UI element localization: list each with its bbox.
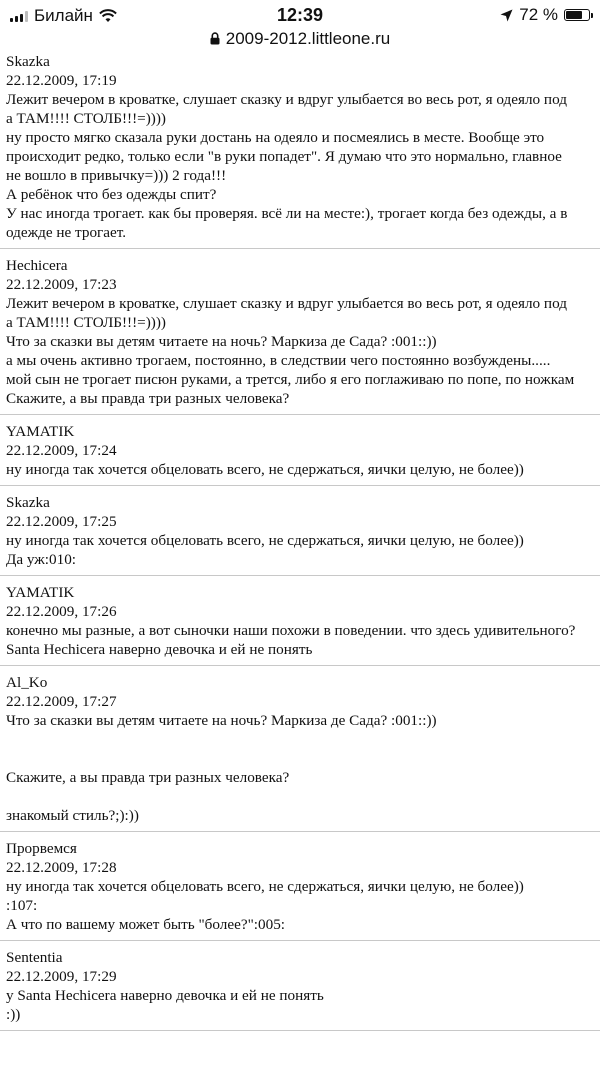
post-text-line: А что по вашему может быть "более?":005:: [6, 916, 286, 933]
post-author[interactable]: Sententia: [6, 949, 63, 966]
location-arrow-icon: [500, 9, 513, 22]
post-text-line: а ТАМ!!!! СТОЛБ!!!=)))): [6, 314, 166, 331]
post-text-line: [6, 787, 600, 806]
post-author[interactable]: YAMATIK: [6, 584, 75, 601]
post-text-line: а мы очень активно трогаем, постоянно, в следствии чего постоянно возбуждены.....: [6, 352, 551, 369]
post-text-line: Лежит вечером в кроватке, слушает сказку и вдруг улыбается во весь рот, я одеяло под: [6, 91, 567, 108]
post-list: [0, 52, 600, 1038]
post-text-line: Лежит вечером в кроватке, слушает сказку и вдруг улыбается во весь рот, я одеяло под: [6, 295, 567, 312]
post-text-line: мой сын не трогает писюн руками, а трется, либо я его поглаживаю по попе, по ножкам: [6, 371, 575, 388]
post-text-line: одежде не трогает.: [6, 224, 127, 241]
status-bar: [0, 0, 600, 32]
battery-fill: [566, 11, 582, 19]
post-date: 22.12.2009, 17:29: [6, 968, 117, 985]
post-text-line: Что за сказки вы детям читаете на ночь? Маркиза де Сада? :001::)): [6, 712, 437, 729]
carrier-label: Билайн: [34, 6, 93, 25]
clock: 12:39: [276, 5, 324, 25]
post-date: 22.12.2009, 17:25: [6, 513, 117, 530]
post-text-line: [6, 730, 600, 749]
forum-post: [0, 948, 600, 1031]
status-right: [500, 5, 590, 25]
post-date: 22.12.2009, 17:19: [6, 72, 117, 89]
post-date: 22.12.2009, 17:27: [6, 693, 117, 710]
post-author[interactable]: Hechicera: [6, 257, 68, 274]
post-author[interactable]: YAMATIK: [6, 423, 75, 440]
post-text-line: :107:: [6, 897, 38, 914]
forum-post: [0, 493, 600, 576]
forum-post: [0, 673, 600, 832]
post-text-line: :)): [6, 1006, 21, 1023]
post-date: 22.12.2009, 17:28: [6, 859, 117, 876]
url-text: 2009-2012.littleone.ru: [225, 29, 391, 48]
post-text-line: знакомый стиль?;):)): [6, 807, 139, 824]
post-date: 22.12.2009, 17:23: [6, 276, 117, 293]
post-text-line: ну иногда так хочется обцеловать всего, не сдержаться, яички целую, не более)): [6, 461, 524, 478]
post-text-line: конечно мы разные, а вот сыночки наши похожи в поведении. что здесь удивительного?: [6, 622, 576, 639]
post-text-line: ну просто мягко сказала руки достань на одеяло и посмеялись в месте. Вообще это: [6, 129, 545, 146]
post-author[interactable]: Skazka: [6, 53, 50, 70]
post-text-line: у Santa Hechicera наверно девочка и ей не понять: [6, 987, 324, 1004]
post-text-line: ну иногда так хочется обцеловать всего, не сдержаться, яички целую, не более)): [6, 532, 524, 549]
post-text-line: Что за сказки вы детям читаете на ночь? Маркиза де Сада? :001::)): [6, 333, 437, 350]
post-text-line: Скажите, а вы правда три разных человека?: [6, 390, 290, 407]
post-text-line: У нас иногда трогает. как бы проверяя. всё ли на месте:), трогает когда без одежды, а в: [6, 205, 568, 222]
post-text-line: Да уж:010:: [6, 551, 77, 568]
forum-post: [0, 422, 600, 486]
post-text-line: ну иногда так хочется обцеловать всего, не сдержаться, яички целую, не более)): [6, 878, 524, 895]
battery-percent: 72 %: [519, 5, 558, 24]
post-author[interactable]: Al_Ko: [6, 674, 48, 691]
post-text-line: а ТАМ!!!! СТОЛБ!!!=)))): [6, 110, 166, 127]
forum-post: [0, 583, 600, 666]
post-author[interactable]: Прорвемся: [6, 840, 77, 857]
battery-icon: [564, 9, 590, 21]
post-text-line: происходит редко, только если "в руки попадет". Я думаю что это нормально, главное: [6, 148, 562, 165]
post-author[interactable]: Skazka: [6, 494, 50, 511]
post-date: 22.12.2009, 17:24: [6, 442, 117, 459]
post-text-line: А ребёнок что без одежды спит?: [6, 186, 217, 203]
forum-post: [0, 256, 600, 415]
lock-icon: [210, 32, 220, 45]
forum-post: [0, 839, 600, 941]
post-text-line: Santa Hechicera наверно девочка и ей не понять: [6, 641, 313, 658]
post-date: 22.12.2009, 17:26: [6, 603, 117, 620]
address-bar[interactable]: [0, 29, 600, 51]
post-text-line: Скажите, а вы правда три разных человека?: [6, 769, 290, 786]
post-text-line: не вошло в привычку=))) 2 года!!!: [6, 167, 227, 184]
forum-post: [0, 52, 600, 249]
post-text-line: [6, 749, 600, 768]
